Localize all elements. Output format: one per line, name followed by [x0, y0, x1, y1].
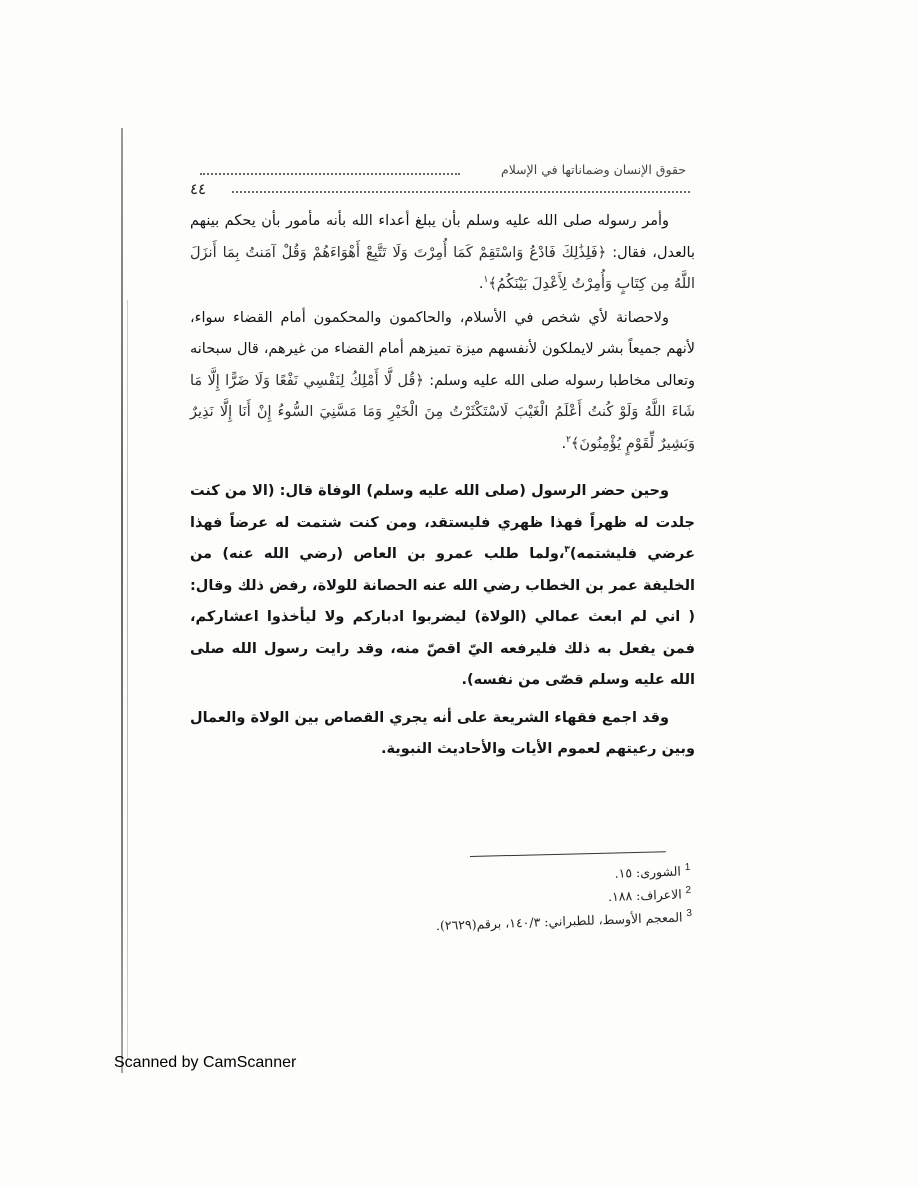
paragraph-3-text-b: ،ولما طلب عمرو بن العاص (رضي الله عنه) من الخليفة عمر بن الخطاب رضي الله عنه الحصانة للولاة، رفض ذلك وقال: ( اني لم ابعث عمالي (الولاة) ليضربوا ادباركم ولا ليأخذوا اعشاركم، فمن يفعل به ذلك فليرفعه اليّ اقصّ منه، وقد رايت رسول الله صلى الله عليه وسلم قصّى من نفسه).	[190, 546, 695, 688]
scanner-watermark: Scanned by CamScanner	[114, 1054, 297, 1071]
binding-edge-shadow	[127, 300, 128, 1060]
header-dotted-leader-top	[200, 173, 460, 175]
paragraph-4: وقد اجمع فقهاء الشريعة على أنه يجري القصاص بين الولاة والعمال وبين رعيتهم لعموم الأيات والأحاديث النبوية.	[190, 709, 695, 757]
running-header	[190, 162, 690, 202]
footnotes	[435, 858, 693, 936]
binding-edge-line	[121, 128, 123, 1073]
paragraph-1-text: وأمر رسوله صلى الله عليه وسلم بأن يبلغ أعداء الله بأنه مأمور بأن يحكم بينهم بالعدل، فقال:	[190, 213, 695, 261]
paragraph-3-text-a: وحين حضر الرسول (صلى الله عليه وسلم) الوفاة قال: (الا من كنت جلدت له ظهراً فهذا ظهري فليستقد، ومن كنت شتمت له عرضاً فهذا عرضي فليشتمه)	[190, 483, 695, 562]
header-dotted-leader-bottom	[232, 191, 690, 193]
body-text	[190, 206, 695, 766]
quran-verse-araf: ﴿قُل لَّا أَمْلِكُ لِنَفْسِي نَفْعًا وَلَا ضَرًّا إِلَّا مَا شَاءَ اللَّهُ وَلَوْ كُنتُ أَعْلَمُ الْغَيْبَ لَاسْتَكْثَرْتُ مِنَ الْخَيْرِ وَمَا مَسَّنِيَ السُّوءُ إِنْ أَنَا إِلَّا نَذِيرٌ وَبَشِيرٌ لِّقَوْمٍ يُؤْمِنُونَ﴾	[190, 372, 695, 452]
footnote-number: 2	[685, 885, 692, 897]
paragraph-2: ولاحصانة لأي شخص في الأسلام، والحاكمون والمحكمون أمام القضاء سواء، لأنهم جميعاً بشر لايملكون لأنفسهم ميزة تميزهم أمام القضاء من غيرهم، قال سبحانه وتعالى مخاطبا رسوله صلى الله عليه وسلم: ﴿قُل لَّا أَمْلِكُ لِنَفْسِي نَفْعًا وَلَا ضَرًّا إِلَّا مَا شَاءَ اللَّهُ وَلَوْ كُنتُ أَعْلَمُ الْغَيْبَ لَاسْتَكْثَرْتُ مِنَ الْخَيْرِ وَمَا مَسَّنِيَ السُّوءُ إِنْ أَنَا إِلَّا نَذِيرٌ وَبَشِيرٌ لِّقَوْمٍ يُؤْمِنُونَ﴾$^٢$.	[190, 309, 695, 452]
quran-verse-shura: ﴿فَلِذَٰلِكَ فَادْعُ وَاسْتَقِمْ كَمَا أُمِرْتَ وَلَا تَتَّبِعْ أَهْوَاءَهُمْ وَقُلْ آمَنتُ بِمَا أَنزَلَ اللَّهُ مِن كِتَابٍ وَأُمِرْتُ لِأَعْدِلَ بَيْنَكُمُ﴾	[190, 244, 695, 292]
footnote-number: 3	[686, 908, 693, 920]
footnote-text: الشورى: ١٥.	[614, 863, 682, 881]
footnote-ref-2: ٢	[566, 434, 571, 445]
paragraph-1: وأمر رسوله صلى الله عليه وسلم بأن يبلغ أعداء الله بأنه مأمور بأن يحكم بينهم بالعدل، فقال: ﴿فَلِذَٰلِكَ فَادْعُ وَاسْتَقِمْ كَمَا أُمِرْتَ وَلَا تَتَّبِعْ أَهْوَاءَهُمْ وَقُلْ آمَنتُ بِمَا أَنزَلَ اللَّهُ مِن كِتَابٍ وَأُمِرْتُ لِأَعْدِلَ بَيْنَكُمُ﴾$^١$.	[190, 213, 695, 292]
footnote-separator	[470, 851, 666, 857]
header-title: حقوق الإنسان وضماناتها في الإسلام	[500, 162, 686, 177]
footnote-ref-3: ٣	[564, 545, 570, 556]
paragraph-3	[190, 476, 695, 697]
paragraph-2-text: ولاحصانة لأي شخص في الأسلام، والحاكمون والمحكمون أمام القضاء سواء، لأنهم جميعاً بشر لايملكون لأنفسهم ميزة تميزهم أمام القضاء من غيرهم، قال سبحانه وتعالى مخاطبا رسوله صلى الله عليه وسلم:	[190, 309, 695, 389]
footnote-text: الاعراف: ١٨٨.	[607, 886, 682, 905]
page-number: ٤٤	[190, 180, 207, 198]
footnote-number: 1	[684, 861, 691, 874]
footnote-text: المعجم الأوسط، للطبراني: ١٤٠/٣، برقم(٢٦٢٩).	[435, 909, 683, 934]
footnote-ref-1: ١	[483, 275, 489, 286]
